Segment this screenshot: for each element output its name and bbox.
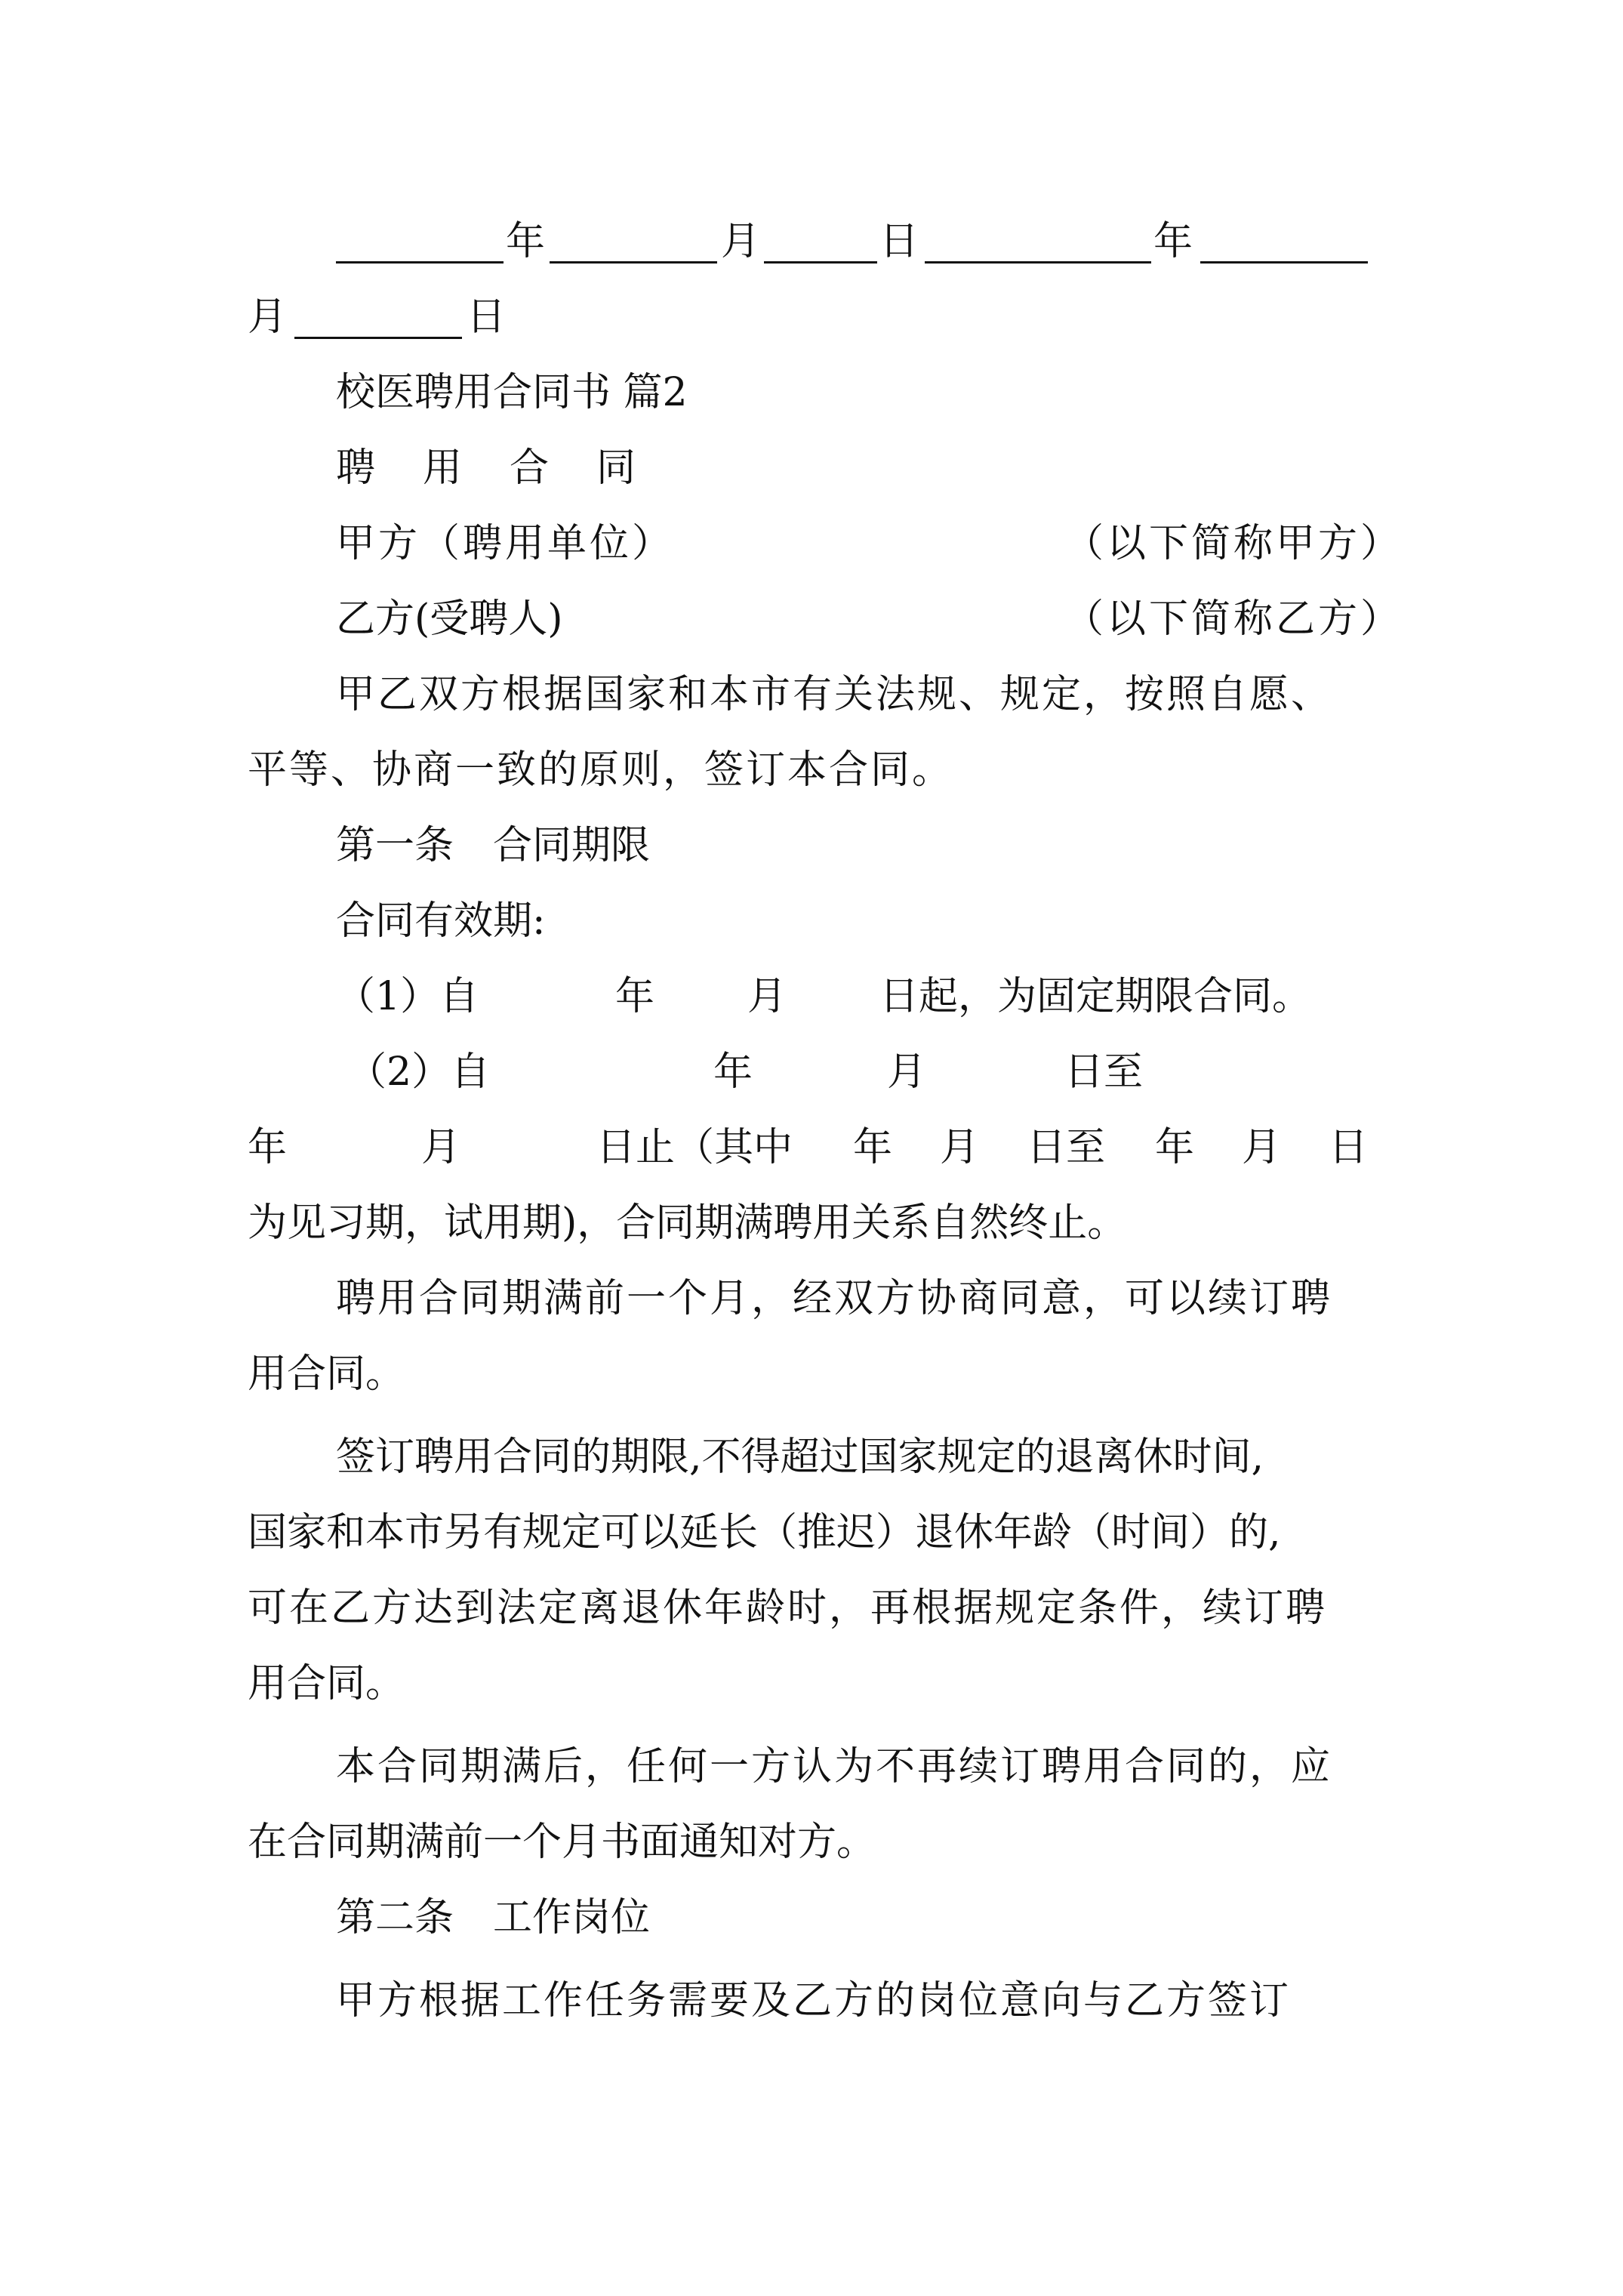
paragraph-text: 合同有效期: bbox=[336, 898, 546, 944]
paragraph-text: 在合同期满前一个月书面通知对方。 bbox=[248, 1820, 876, 1865]
renew-line bbox=[0, 1261, 1623, 1336]
contract-title-char: 聘 bbox=[336, 445, 376, 491]
article-1-heading bbox=[0, 808, 1623, 883]
intro-line bbox=[0, 657, 1623, 732]
blank-line bbox=[1200, 261, 1368, 264]
date-line-2 bbox=[0, 279, 1623, 355]
article-2-heading bbox=[0, 1880, 1623, 1955]
contract-title-char: 合 bbox=[510, 445, 550, 491]
term-prefix: （2）自 bbox=[347, 1049, 491, 1095]
paragraph-text: 为见习期，试用期)，合同期满聘用关系自然终止。 bbox=[248, 1200, 1127, 1246]
contract-title-char: 同 bbox=[596, 445, 636, 491]
notice-line bbox=[0, 1804, 1623, 1880]
blank-line bbox=[925, 261, 1151, 264]
year-label: 年 bbox=[506, 219, 546, 264]
month-label: 月 bbox=[940, 1125, 980, 1170]
year-label: 年 bbox=[248, 1125, 288, 1170]
blank-line bbox=[294, 337, 462, 339]
article-2-text-line bbox=[0, 1963, 1623, 2039]
day-label: 日 bbox=[467, 294, 507, 340]
limit-line bbox=[0, 1646, 1623, 1721]
paragraph-text: 平等、协商一致的原则，签订本合同。 bbox=[248, 747, 954, 793]
term-text: 日至 bbox=[1027, 1125, 1106, 1170]
article-heading-text: 第二条 工作岗位 bbox=[336, 1895, 651, 1940]
blank-line bbox=[764, 261, 877, 264]
month-label: 月 bbox=[887, 1049, 927, 1095]
year-label: 年 bbox=[1155, 1125, 1195, 1170]
party-b-label: 乙方(受聘人) bbox=[336, 596, 563, 642]
limit-line bbox=[0, 1570, 1623, 1646]
party-a-note: （以下简称甲方） bbox=[1064, 521, 1403, 566]
party-a-label: 甲方（聘用单位） bbox=[336, 521, 675, 566]
notice-line bbox=[0, 1729, 1623, 1804]
term-2-end-line bbox=[0, 1185, 1623, 1261]
month-label: 月 bbox=[721, 219, 761, 264]
blank-line bbox=[550, 261, 717, 264]
validity-line bbox=[0, 883, 1623, 959]
year-label: 年 bbox=[853, 1125, 893, 1170]
term-text: 日至 bbox=[1064, 1049, 1144, 1095]
day-label: 日 bbox=[1329, 1125, 1369, 1170]
article-heading-text: 第一条 合同期限 bbox=[336, 823, 651, 868]
term-prefix: （1）自 bbox=[336, 974, 479, 1019]
month-label: 月 bbox=[747, 974, 787, 1019]
month-label: 月 bbox=[248, 294, 288, 340]
paragraph-text: 用合同。 bbox=[248, 1661, 405, 1706]
intro-line bbox=[0, 732, 1623, 808]
term-2-cont-line bbox=[0, 1110, 1623, 1185]
paragraph-text: 签订聘用合同的期限,不得超过国家规定的退离休时间, bbox=[336, 1435, 1264, 1480]
term-1-line bbox=[0, 959, 1623, 1034]
year-label: 年 bbox=[713, 1049, 753, 1095]
party-a-line bbox=[0, 506, 1623, 581]
date-line-1 bbox=[0, 204, 1623, 279]
term-text: 日止（其中 bbox=[596, 1125, 793, 1170]
blank-line bbox=[336, 261, 504, 264]
month-label: 月 bbox=[421, 1125, 461, 1170]
section-title bbox=[0, 355, 1623, 430]
contract-title-char: 用 bbox=[423, 445, 463, 491]
paragraph-text: 聘用合同期满前一个月，经双方协商同意，可以续订聘 bbox=[336, 1276, 1333, 1321]
limit-line bbox=[0, 1419, 1623, 1495]
limit-line bbox=[0, 1495, 1623, 1570]
section-title-text: 校医聘用合同书 篇2 bbox=[336, 370, 688, 415]
day-label: 日 bbox=[879, 219, 919, 264]
year-label: 年 bbox=[1153, 219, 1193, 264]
party-b-note: （以下简称乙方） bbox=[1064, 596, 1403, 642]
term-suffix: 日起，为固定期限合同。 bbox=[879, 974, 1312, 1019]
year-label: 年 bbox=[615, 974, 655, 1019]
month-label: 月 bbox=[1242, 1125, 1282, 1170]
term-2-line bbox=[0, 1034, 1623, 1110]
paragraph-text: 甲方根据工作任务需要及乙方的岗位意向与乙方签订 bbox=[336, 1978, 1292, 2023]
paragraph-text: 本合同期满后，任何一方认为不再续订聘用合同的，应 bbox=[336, 1744, 1333, 1789]
paragraph-text: 可在乙方达到法定离退休年龄时，再根据规定条件，续订聘 bbox=[248, 1586, 1328, 1631]
renew-line bbox=[0, 1336, 1623, 1412]
contract-title bbox=[0, 430, 1623, 506]
paragraph-text: 甲乙双方根据国家和本市有关法规、规定，按照自愿、 bbox=[336, 672, 1333, 717]
paragraph-text: 用合同。 bbox=[248, 1351, 405, 1397]
paragraph-text: 国家和本市另有规定可以延长（推迟）退休年龄（时间）的, bbox=[248, 1510, 1281, 1555]
party-b-line bbox=[0, 581, 1623, 657]
